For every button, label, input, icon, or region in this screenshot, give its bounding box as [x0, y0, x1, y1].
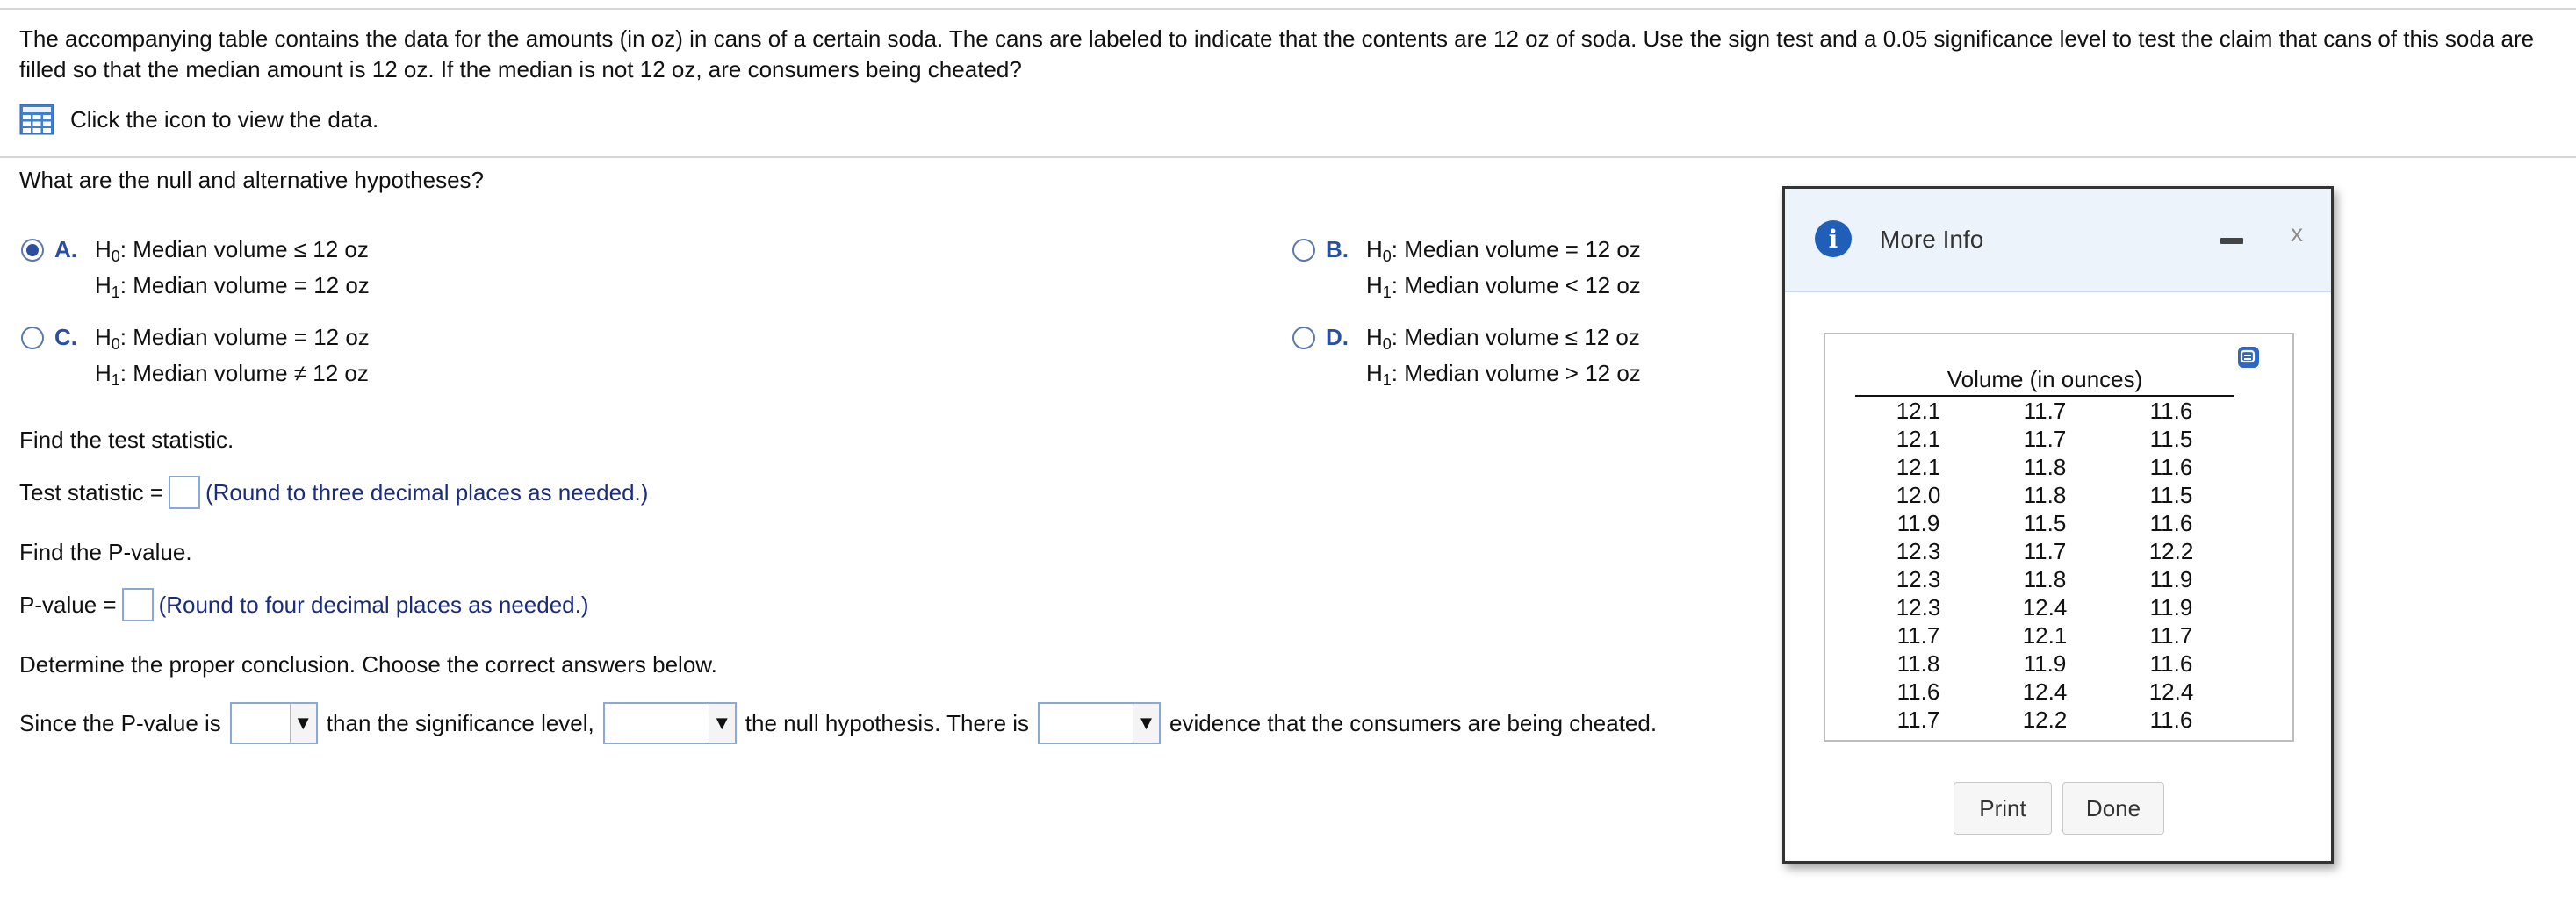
table-cell: 12.4	[2148, 678, 2194, 705]
table-cell: 11.6	[2149, 510, 2193, 536]
table-cell: 11.6	[1896, 678, 1940, 705]
table-row	[1855, 509, 2234, 537]
table-cell: 11.6	[2108, 396, 2234, 425]
table-cell: 12.2	[2148, 538, 2194, 564]
table-cell: 12.3	[1896, 594, 1941, 621]
h1-symbol: $H_1$:	[95, 360, 133, 389]
dialog-header	[1785, 189, 2331, 292]
test-statistic-row	[19, 476, 648, 509]
table-cell: 11.5	[2149, 426, 2193, 452]
view-data-label[interactable]: Click the icon to view the data.	[70, 105, 379, 133]
option-d-letter: D.	[1326, 324, 1349, 350]
table-cell: 11.9	[1896, 510, 1940, 536]
decision-dropdown[interactable]	[603, 702, 737, 744]
table-cell: 11.5	[2023, 510, 2067, 536]
option-a-h1: Median volume = 12 oz	[133, 272, 370, 298]
table-cell: 12.1	[1896, 426, 1941, 452]
option-c[interactable]	[21, 319, 370, 391]
table-cell: 11.5	[2149, 482, 2193, 508]
h1-symbol: $H_1$:	[1366, 360, 1405, 389]
minimize-icon	[2220, 238, 2243, 244]
test-statistic-note: (Round to three decimal places as needed.)	[205, 478, 649, 506]
h1-symbol: $H_1$:	[95, 272, 133, 301]
table-cell: 11.7	[1896, 622, 1940, 649]
option-c-h1: Median volume ≠ 12 oz	[133, 360, 369, 386]
table-cell: 12.1	[1855, 396, 1982, 425]
question-text: The accompanying table contains the data for the amounts (in oz) in cans of a certain soda. The cans are labeled to indicate that the contents are 12 oz of soda. Use the sign test and a 0.05 significance level to test the claim that cans of this soda are filled so that the median amount is 12 oz. If the median is not 12 oz, are consumers being cheated?	[19, 25, 2535, 83]
table-row	[1855, 425, 2234, 453]
table-row	[1855, 678, 2234, 706]
close-button[interactable]: x	[2291, 219, 2303, 247]
test-statistic-input[interactable]	[169, 476, 200, 509]
table-cell: 11.8	[2023, 566, 2067, 592]
option-b-letter: B.	[1326, 236, 1349, 262]
table-row	[1855, 453, 2234, 481]
data-table-frame	[1824, 333, 2294, 742]
table-cell: 11.6	[2149, 454, 2193, 480]
conclusion-part3: the null hypothesis. There is	[745, 709, 1030, 736]
option-c-letter: C.	[54, 324, 77, 350]
view-data-link[interactable]	[19, 104, 378, 135]
print-button[interactable]: Print	[1954, 782, 2052, 835]
section-divider	[0, 156, 2576, 158]
option-a[interactable]	[21, 232, 370, 304]
option-b-h1: Median volume < 12 oz	[1404, 272, 1641, 298]
option-d-h1: Median volume > 12 oz	[1404, 360, 1641, 386]
table-cell: 11.6	[2149, 707, 2193, 733]
table-cell: 12.2	[2022, 707, 2068, 733]
dialog-title: More Info	[1880, 226, 1984, 253]
info-icon: i	[1815, 220, 1852, 257]
table-row	[1855, 621, 2234, 649]
table-row	[1855, 593, 2234, 621]
option-c-radio[interactable]	[21, 327, 44, 349]
conclusion-part1: Since the P-value is	[19, 709, 221, 736]
option-d-radio[interactable]	[1292, 327, 1315, 349]
option-a-letter: A.	[54, 236, 77, 262]
dropdown-arrow-icon[interactable]: ▼	[1133, 704, 1159, 743]
dropdown-arrow-icon[interactable]: ▼	[709, 704, 735, 743]
table-cell: 11.7	[2023, 426, 2067, 452]
table-row	[1855, 481, 2234, 509]
conclusion-prompt: Determine the proper conclusion. Choose the correct answers below.	[19, 651, 717, 678]
option-b[interactable]	[1292, 232, 1641, 304]
table-cell: 11.8	[2023, 454, 2067, 480]
hypotheses-prompt: What are the null and alternative hypotheses?	[19, 167, 485, 193]
table-row	[1855, 537, 2234, 565]
table-cell: 11.7	[2149, 622, 2193, 649]
table-cell: 11.6	[2149, 650, 2193, 677]
option-d-h0: Median volume ≤ 12 oz	[1404, 324, 1640, 350]
p-value-row	[19, 588, 589, 621]
table-cell: 12.0	[1896, 482, 1941, 508]
dropdown-arrow-icon[interactable]: ▼	[290, 704, 316, 743]
table-cell: 11.7	[2023, 538, 2067, 564]
table-cell: 12.4	[2022, 594, 2068, 621]
table-cell: 12.1	[1896, 454, 1941, 480]
table-header: Volume (in ounces)	[1946, 366, 2143, 392]
table-cell: 11.7	[1982, 396, 2108, 425]
table-row	[1855, 649, 2234, 678]
p-value-note: (Round to four decimal places as needed.)	[158, 591, 589, 618]
table-row	[1855, 706, 2234, 734]
option-a-h0: Median volume ≤ 12 oz	[133, 236, 369, 262]
h1-symbol: $H_1$:	[1366, 272, 1405, 301]
option-d[interactable]	[1292, 319, 1641, 391]
table-cell: 11.7	[1896, 707, 1940, 733]
copy-icon[interactable]	[2236, 345, 2261, 370]
table-cell: 11.8	[2023, 482, 2067, 508]
p-value-label: P-value =	[19, 591, 117, 618]
h0-symbol: $H_0$:	[1366, 236, 1405, 265]
p-value-input[interactable]	[122, 588, 154, 621]
p-value-prompt: Find the P-value.	[19, 539, 192, 565]
conclusion-part2: than the significance level,	[326, 709, 594, 736]
volume-table	[1855, 366, 2234, 734]
test-statistic-prompt: Find the test statistic.	[19, 427, 234, 453]
table-cell: 11.9	[2149, 594, 2193, 621]
option-b-h0: Median volume = 12 oz	[1404, 236, 1641, 262]
option-a-radio[interactable]	[21, 239, 44, 262]
table-cell: 11.8	[1896, 650, 1940, 677]
test-statistic-label: Test statistic =	[19, 478, 163, 506]
table-cell: 11.9	[2023, 650, 2067, 677]
option-b-radio[interactable]	[1292, 239, 1315, 262]
table-row	[1855, 565, 2234, 593]
minimize-button[interactable]	[2219, 227, 2245, 254]
comparison-dropdown[interactable]	[230, 702, 318, 744]
table-cell: 12.1	[2022, 622, 2068, 649]
option-c-h0: Median volume = 12 oz	[133, 324, 370, 350]
data-table-icon[interactable]	[19, 104, 54, 135]
table-cell: 12.4	[2022, 678, 2068, 705]
h0-symbol: $H_0$:	[95, 236, 133, 265]
top-divider	[0, 8, 2576, 10]
h0-symbol: $H_0$:	[1366, 324, 1405, 353]
table-cell: 12.3	[1896, 538, 1941, 564]
h0-symbol: $H_0$:	[95, 324, 133, 353]
done-button[interactable]: Done	[2062, 782, 2164, 835]
evidence-dropdown[interactable]	[1038, 702, 1161, 744]
conclusion-part4: evidence that the consumers are being cheated.	[1169, 709, 1658, 736]
table-body	[1855, 396, 2234, 734]
conclusion-row	[19, 702, 1657, 744]
table-cell: 12.3	[1896, 566, 1941, 592]
more-info-dialog	[1782, 186, 2334, 864]
table-cell: 11.9	[2149, 566, 2193, 592]
table-row	[1855, 396, 2234, 425]
